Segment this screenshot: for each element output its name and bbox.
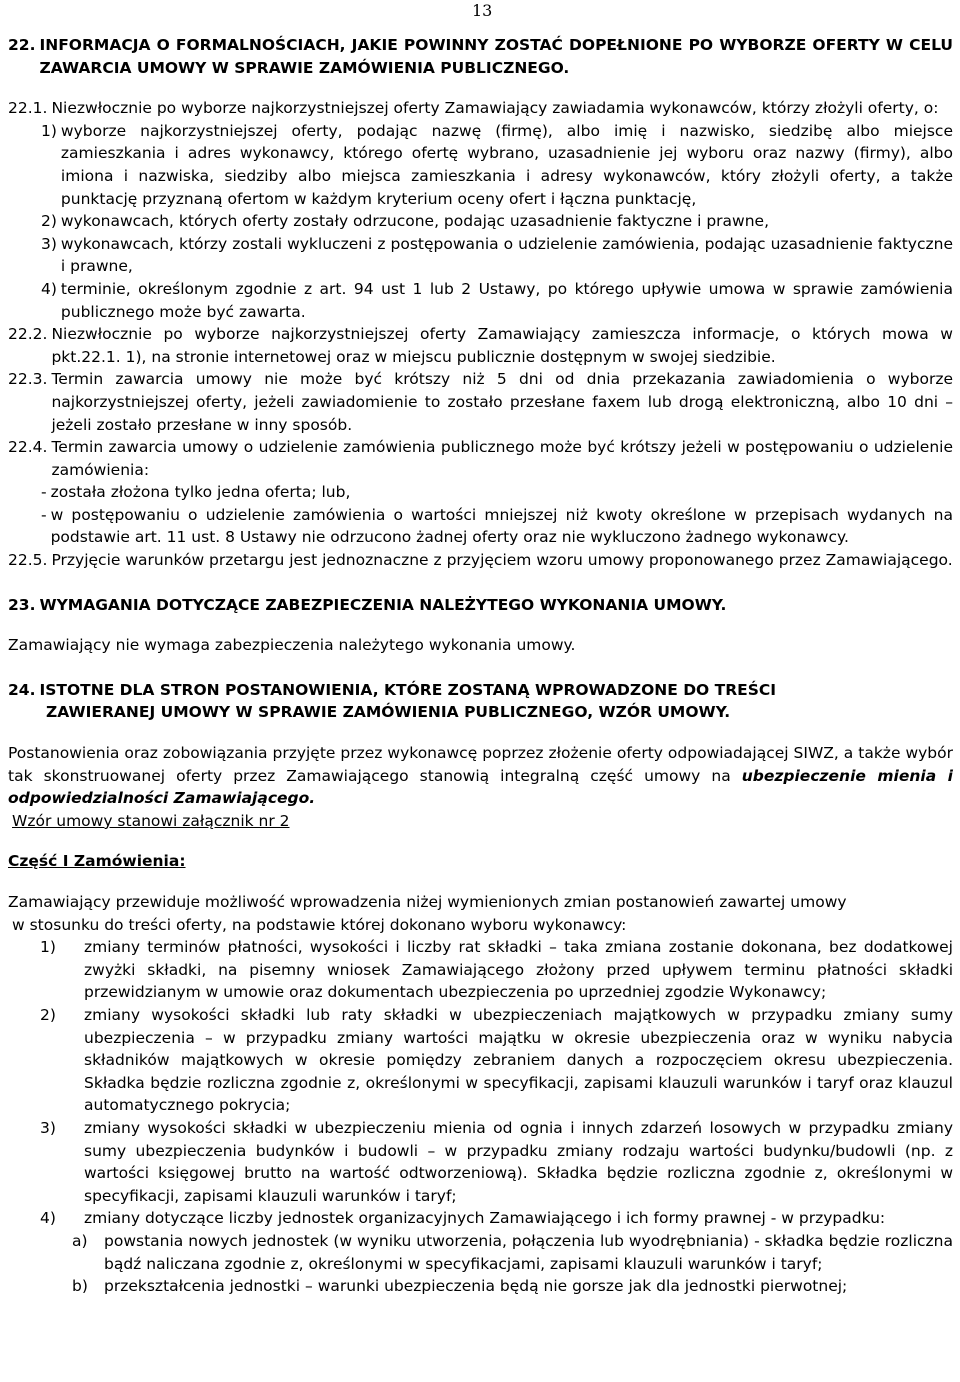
page-number: 13 (472, 1, 493, 20)
list-item: 3) wykonawcach, którzy zostali wykluczeni z postępowania o udzielenie zamówienia, podając uzasadnienie faktyczne i prawne, (41, 234, 953, 276)
sub-changes-list (72, 1230, 953, 1298)
section-number: 22. (8, 36, 36, 54)
list-item: - została złożona tylko jedna oferta; lub, (41, 483, 351, 502)
paragraph-22-4: 22.4. Termin zawarcia umowy o udzielenie zamówienia publicznego może być krótszy jeżeli w postępowaniu o udzielenie zamówienia: (8, 438, 953, 479)
paragraph-22-2: 22.2. Niezwłocznie po wyborze najkorzystniejszej oferty Zamawiający zamieszcza informacje, o których mowa w pkt.22.1. 1), na stronie internetowej oraz w miejscu publicznie dostępnym w swojej siedzibie. (8, 325, 953, 366)
contract-subject: ubezpieczenie mienia i odpowiedzialności Zamawiającego. (8, 766, 953, 808)
paragraph-number: 22.1. (8, 99, 48, 118)
section-23-heading: 23. WYMAGANIA DOTYCZĄCE ZABEZPIECZENIA NALEŻYTEGO WYKONANIA UMOWY. (8, 595, 727, 614)
contract-template-note: Wzór umowy stanowi załącznik nr 2 (12, 811, 290, 830)
list-item: 4) terminie, określonym zgodnie z art. 94 ust 1 lub 2 Ustawy, po którego upływie umowa w sprawie zamówienia publicznego może być zawarta. (41, 279, 953, 321)
section-23-text: Zamawiający nie wymaga zabezpieczenia należytego wykonania umowy. (8, 636, 576, 655)
document-body (8, 34, 953, 1298)
section-24-heading: 24. ISTOTNE DLA STRON POSTANOWIENIA, KTÓRE ZOSTANĄ WPROWADZONE DO TREŚCI ZAWIERANEJ UMOWY W SPRAWIE ZAMÓWIENIA PUBLICZNEGO, WZÓR UMOWY. (8, 680, 777, 722)
list-item: 3) zmiany wysokości składki w ubezpieczeniu mienia od ognia i innych zdarzeń losowych w przypadku zmiany sumy ubezpieczenia budynków i budowli – w przypadku zmiany rodzaju wartości budynku/budowli (np. z wartości księgowej brutto na wartość odtworzeniową). Składka będzie rozliczna zgodnie z, określonymi w specyfikacji, zapisami klauzuli warunków i taryf; (40, 1118, 953, 1205)
list-item: a) powstania nowych jednostek (w wyniku utworzenia, połączenia lub wyodrębniania) - składka będzie rozliczna bądź naliczana zgodnie z, określonymi w specyfikacjami, zapisami klauzuli warunków i taryf; (72, 1231, 953, 1273)
list-item: 1) wyborze najkorzystniejszej oferty, podając nazwę (firmę), albo imię i nazwisko, siedzibę albo miejsce zamieszkania i adres wykonawcy, którego ofertę wybrano, uzasadnienie jej wyboru oraz nazwy (firmy), albo imiona i nazwiska, siedziby albo miejsca zamieszkania i adresy wykonawców, który złożyli oferty, a także punktację przyznaną ofertom w każdym kryterium oceny ofert i łączna punktację, (41, 121, 953, 208)
notification-list (41, 120, 953, 323)
list-item: 2) wykonawcach, których oferty zostały odrzucone, podając uzasadnienie faktyczne i prawne, (41, 212, 770, 231)
paragraph-22-1 (8, 97, 953, 120)
part-title: Część I Zamówienia: (8, 852, 186, 871)
section-title: INFORMACJA O FORMALNOŚCIACH, JAKIE POWINNY ZOSTAĆ DOPEŁNIONE PO WYBORZE OFERTY W CELU ZAWARCIA UMOWY W SPRAWIE ZAMÓWIENIA PUBLICZNEGO. (39, 36, 953, 77)
changes-intro: Zamawiający przewiduje możliwość wprowadzenia niżej wymienionych zmian postanowień zawartej umowy (8, 893, 847, 911)
conditions-list (41, 481, 953, 549)
list-item: 4) zmiany dotyczące liczby jednostek organizacyjnych Zamawiającego i ich formy prawnej - w przypadku: (40, 1209, 886, 1228)
changes-list (40, 936, 953, 1298)
list-item: b) przekształcenia jednostki – warunki ubezpieczenia będą nie gorsze jak dla jednostki pierwotnej; (72, 1277, 848, 1296)
paragraph-22-5: 22.5. Przyjęcie warunków przetargu jest jednoznaczne z przyjęciem wzoru umowy proponowanego przez Zamawiającego. (8, 551, 953, 570)
list-item: - w postępowaniu o udzielenie zamówienia o wartości mniejszej niż kwoty określone w przepisach wydanych na podstawie art. 11 ust. 8 Ustawy nie odrzucono żadnej oferty oraz nie wykluczono żadnego wykonawcy. (41, 505, 953, 547)
list-item: 1) zmiany terminów płatności, wysokości i liczby rat składki – taka zmiana zostanie dokonana, bez dodatkowej zwyżki składki, na pisemny wniosek Zamawiającego złożony przed upływem terminu płatności składki przewidzianym w umowie oraz dokumentach ubezpieczenia po uprzedniej zgodzie Wykonawcy; (40, 938, 953, 1002)
paragraph-22-3: 22.3. Termin zawarcia umowy nie może być krótszy niż 5 dni od dnia przekazania zawiadomienia o wyborze najkorzystniejszej oferty, jeżeli zawiadomienie to zostało przesłane faxem lub drogą elektroniczną, albo 10 dni – jeżeli zostało przesłane w inny sposób. (8, 370, 953, 434)
section-24-intro: Postanowienia oraz zobowiązania przyjęte przez wykonawcę poprzez złożenie oferty odpowiadającej SIWZ, a także wybór tak skonstruowanej oferty przez Zamawiającego stanowią integralną część umowy na ubezpieczenie mienia i odpowiedzialności Zamawiającego. (8, 744, 953, 808)
list-item: 2) zmiany wysokości składki lub raty składki w ubezpieczeniach majątkowych w przypadku zmiany sumy ubezpieczenia – w przypadku zmiany wartości majątku w okresie ubezpieczenia oraz w wyniku nabycia składników majątkowych w okresie pomiędzy zebraniem danych a rozpoczęciem okresu ubezpieczenia. Składka będzie rozliczna zgodnie z, określonymi w specyfikacji, zapisami klauzuli warunków i taryf oraz klauzul automatycznego pokrycia; (40, 1005, 953, 1115)
section-22-heading (8, 34, 953, 79)
paragraph-text: Niezwłocznie po wyborze najkorzystniejszej oferty Zamawiający zawiadamia wykonawców, którzy złożyli oferty, o: (51, 99, 939, 118)
changes-intro-continued: w stosunku do treści oferty, na podstawie której dokonano wyboru wykonawcy: (12, 915, 627, 934)
